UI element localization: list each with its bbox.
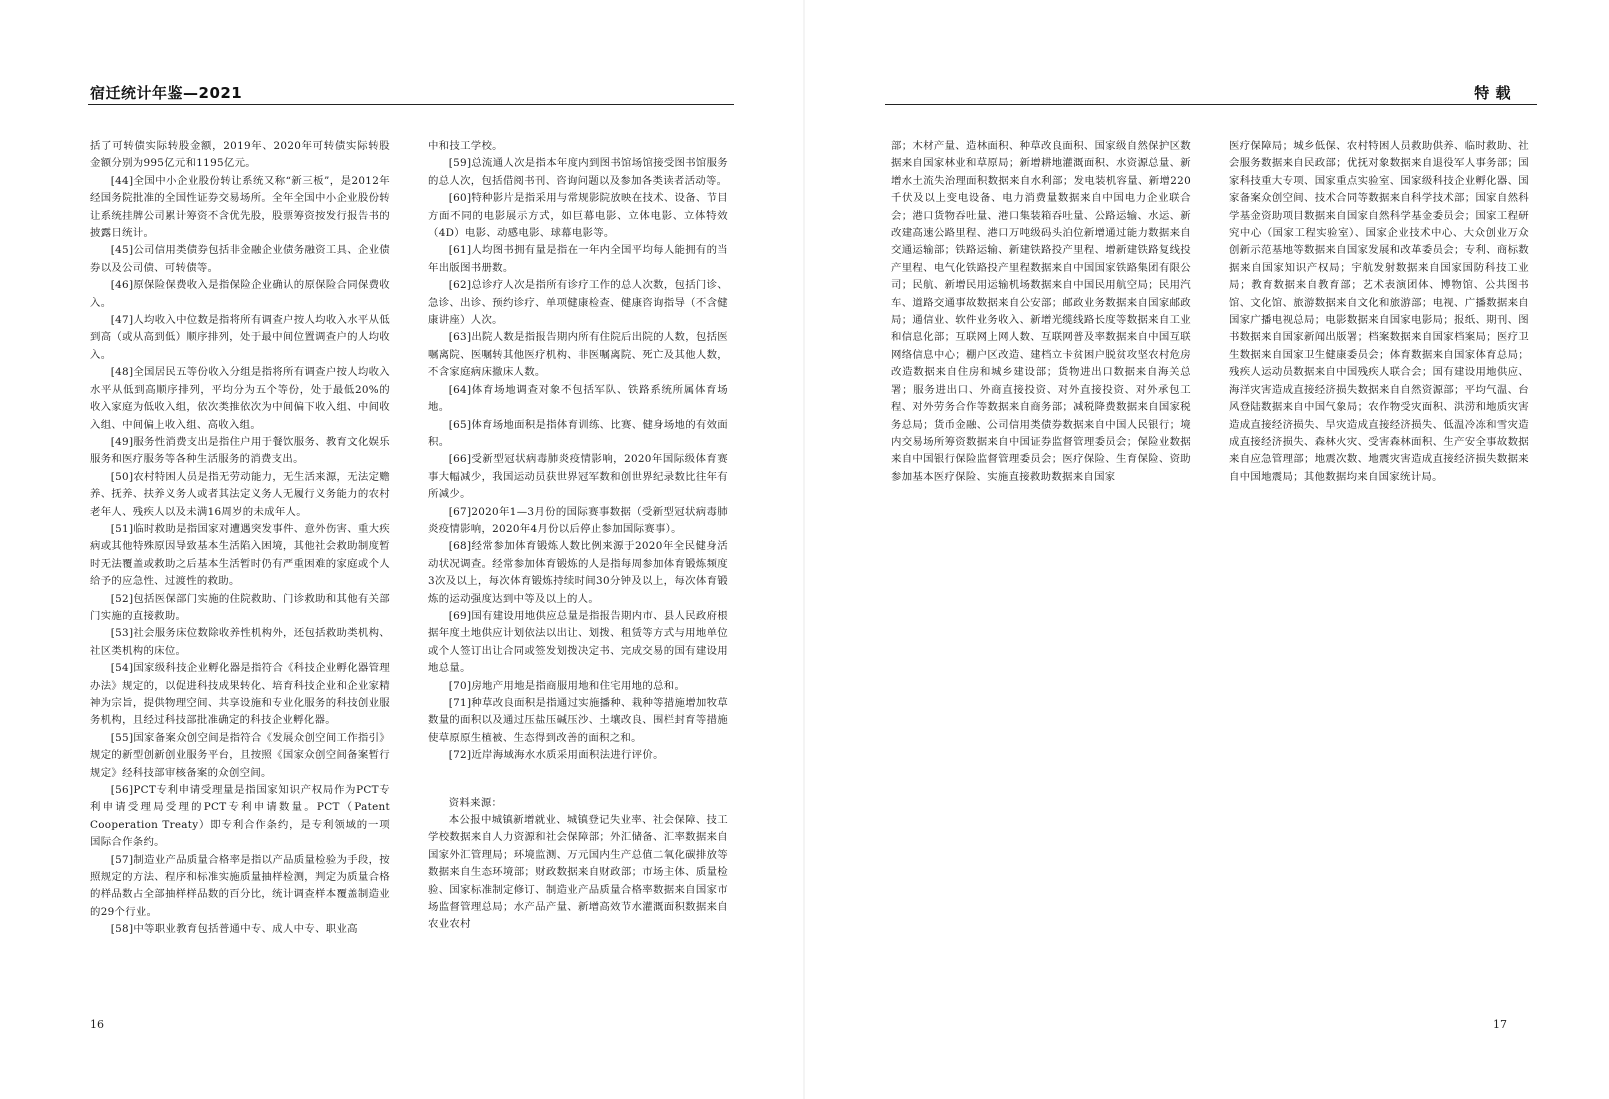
right-page xyxy=(805,0,1609,1099)
data-sources-label: 资料来源： xyxy=(448,796,503,809)
note-paragraph: [45]公司信用类债券包括非金融企业债务融资工具、企业债券以及公司债、可转债等。 xyxy=(90,244,390,274)
left-header-rule xyxy=(88,104,734,105)
note-paragraph: [69]国有建设用地供应总量是指报告期内市、县人民政府根据年度土地供应计划依法以出让、划拨、租赁等方式与用地单位或个人签订出让合同或签发划拨决定书、完成交易的国有建设用地总量。 xyxy=(428,609,728,675)
note-paragraph: [44]全国中小企业股份转让系统又称“新三板”，是2012年经国务院批准的全国性证券交易场所。全年全国中小企业股份转让系统挂牌公司累计筹资不含优先股，股票筹资按发行报告书的披露日统计。 xyxy=(90,174,390,240)
left-page-number: 16 xyxy=(90,1018,104,1031)
note-paragraph: [56]PCT专利申请受理量是指国家知识产权局作为PCT专利申请受理局受理的PCT专利申请数量。PCT（Patent Cooperation Treaty）即专利合作条约，是专利领域的一项国际合作条约。 xyxy=(90,784,390,849)
note-paragraph: [71]种草改良面积是指通过实施播种、栽种等措施增加牧草数量的面积以及通过压盐压碱压沙、土壤改良、围栏封育等措施使草原原生植被、生态得到改善的面积之和。 xyxy=(428,697,728,744)
note-paragraph: [59]总流通人次是指本年度内到图书馆场馆接受图书馆服务的总人次，包括借阅书刊、咨询问题以及参加各类读者活动等。 xyxy=(428,157,728,187)
note-paragraph: [46]原保险保费收入是指保险企业确认的原保险合同保费收入。 xyxy=(90,279,390,309)
right-header-rule xyxy=(885,104,1537,105)
note-paragraph: [67]2020年1—3月份的国际赛事数据（受新型冠状病毒肺炎疫情影响，2020年4月份以后停止参加国际赛事）。 xyxy=(428,505,728,535)
note-paragraph: [62]总诊疗人次是指所有诊疗工作的总人次数，包括门诊、急诊、出诊、预约诊疗、单项健康检查、健康咨询指导（不含健康讲座）人次。 xyxy=(428,279,728,327)
left-page xyxy=(0,0,804,1099)
left-running-header: 宿迁统计年鉴—2021 xyxy=(90,84,243,102)
note-paragraph: [63]出院人数是指报告期内所有住院后出院的人数，包括医嘱离院、医嘱转其他医疗机构、非医嘱离院、死亡及其他人数，不含家庭病床撤床人数。 xyxy=(428,331,728,379)
note-paragraph: [70]房地产用地是指商服用地和住宅用地的总和。 xyxy=(448,679,686,692)
right-page-number: 17 xyxy=(1493,1018,1507,1031)
right-running-header: 特 载 xyxy=(1474,84,1511,102)
note-paragraph: [68]经常参加体育锻炼人数比例来源于2020年全民健身活动状况调查。经常参加体育锻炼的人是指每周参加体育锻炼频度3次及以上，每次体育锻炼持续时间30分钟及以上，每次体育锻炼的运动强度达到中等及以上的人。 xyxy=(428,540,728,605)
data-sources-continued: 医疗保障局；城乡低保、农村特困人员救助供养、临时救助、社会服务数据来自民政部；优抚对象数据来自退役军人事务部；国家科技重大专项、国家重点实验室、国家级科技企业孵化器、国家备案众创空间、技术合同等数据来自科学技术部；国家自然科学基金资助项目数据来自国家自然科学基金委员会；国家工程研究中心（国家工程实验室）、国家企业技术中心、大众创业万众创新示范基地等数据来自国家发展和改革委员会；专利、商标数据来自国家知识产权局；宇航发射数据来自国家国防科技工业局；教育数据来自教育部；艺术表演团体、博物馆、公共图书馆、文化馆、旅游数据来自文化和旅游部；电视、广播数据来自国家广播电视总局；电影数据来自国家电影局；报纸、期刊、图书数据来自国家新闻出版署；档案数据来自国家档案局；医疗卫生数据来自国家卫生健康委员会；体育数据来自国家体育总局；残疾人运动员数据来自中国残疾人联合会；国有建设用地供应、海洋灾害造成直接经济损失数据来自自然资源部；平均气温、台风登陆数据来自中国气象局；农作物受灾面积、洪涝和地质灾害造成直接经济损失、旱灾造成直接经济损失、低温冷冻和雪灾造成直接经济损失、森林火灾、受害森林面积、生产安全事故数据来自应急管理部；地震次数、地震灾害造成直接经济损失数据来自中国地震局；其他数据均来自国家统计局。 xyxy=(1229,140,1529,483)
right-column-2 xyxy=(1229,138,1529,486)
note-paragraph: 中和技工学校。 xyxy=(428,140,503,152)
note-paragraph: [50]农村特困人员是指无劳动能力，无生活来源，无法定赡养、抚养、扶养义务人或者其法定义务人无履行义务能力的农村老年人、残疾人以及未满16周岁的未成年人。 xyxy=(90,470,390,518)
note-paragraph: [65]体育场地面积是指体育训练、比赛、健身场地的有效面积。 xyxy=(428,418,728,448)
note-paragraph: [47]人均收入中位数是指将所有调查户按人均收入水平从低到高（或从高到低）顺序排列，处于最中间位置调查户的人均收入。 xyxy=(90,314,390,361)
note-paragraph: [58]中等职业教育包括普通中专、成人中专、职业高 xyxy=(110,923,358,936)
right-column-1 xyxy=(891,138,1191,486)
data-sources-text: 本公报中城镇新增就业、城镇登记失业率、社会保障、技工学校数据来自人力资源和社会保障部；外汇储备、汇率数据来自国家外汇管理局；环境监测、万元国内生产总值二氧化碳排放等数据来自生态环境部；财政数据来自财政部；市场主体、质量检验、国家标准制定修订、制造业产品质量合格率数据来自国家市场监督管理总局；水产品产量、新增高效节水灌溉面积数据来自农业农村 xyxy=(428,814,728,931)
note-paragraph: [57]制造业产品质量合格率是指以产品质量检验为手段，按照规定的方法、程序和标准实施质量抽样检测，判定为质量合格的样品数占全部抽样样品数的百分比，统计调查样本覆盖制造业的29个行业。 xyxy=(90,853,390,918)
note-paragraph: [49]服务性消费支出是指住户用于餐饮服务、教育文化娱乐服务和医疗服务等各种生活服务的消费支出。 xyxy=(90,435,390,466)
note-paragraph: [54]国家级科技企业孵化器是指符合《科技企业孵化器管理办法》规定的，以促进科技成果转化、培育科技企业和企业家精神为宗旨，提供物理空间、共享设施和专业化服务的科技创业服务机构，且经过科技部批准确定的科技企业孵化器。 xyxy=(90,662,390,727)
note-paragraph: [55]国家备案众创空间是指符合《发展众创空间工作指引》规定的新型创新创业服务平台，且按照《国家众创空间备案暂行规定》经科技部审核备案的众创空间。 xyxy=(90,731,390,779)
note-paragraph: [48]全国居民五等份收入分组是指将所有调查户按人均收入水平从低到高顺序排列，平均分为五个等份，处于最低20%的收入家庭为低收入组，依次类推依次为中间偏下收入组、中间收入组、中间偏上收入组、高收入组。 xyxy=(90,366,390,431)
left-column-1 xyxy=(90,138,390,939)
note-paragraph: [64]体育场地调查对象不包括军队、铁路系统所属体育场地。 xyxy=(428,383,728,414)
note-paragraph: [52]包括医保部门实施的住院救助、门诊救助和其他有关部门实施的直接救助。 xyxy=(90,592,390,622)
data-sources-continued: 部；木材产量、造林面积、种草改良面积、国家级自然保护区数据来自国家林业和草原局；新增耕地灌溉面积、水资源总量、新增水土流失治理面积数据来自水利部；发电装机容量、新增220千伏及以上变电设备、电力消费量数据来自中国电力企业联合会；港口货物吞吐量、港口集装箱吞吐量、公路运输、水运、新改建高速公路里程、港口万吨级码头泊位新增通过能力数据来自交通运输部；铁路运输、新建铁路投产里程、增新建铁路复线投产里程、电气化铁路投产里程数据来自中国国家铁路集团有限公司；民航、新增民用运输机场数据来自中国民用航空局；民用汽车、道路交通事故数据来自公安部；邮政业务数据来自国家邮政局；通信业、软件业务收入、新增光缆线路长度等数据来自工业和信息化部；互联网上网人数、互联网普及率数据来自中国互联网络信息中心；棚户区改造、建档立卡贫困户脱贫攻坚农村危房改造数据来自住房和城乡建设部；货物进出口数据来自海关总署；服务进出口、外商直接投资、对外直接投资、对外承包工程、对外劳务合作等数据来自商务部；减税降费数据来自国家税务总局；货币金融、公司信用类债券数据来自中国人民银行；境内交易场所筹资数据来自中国证券监督管理委员会；保险业数据来自中国银行保险监督管理委员会；医疗保险、生育保险、资助参加基本医疗保险、实施直接救助数据来自国家 xyxy=(891,140,1191,483)
data-sources-section xyxy=(428,795,728,934)
note-paragraph: [53]社会服务床位数除收养性机构外，还包括救助类机构、社区类机构的床位。 xyxy=(90,627,390,657)
left-column-2 xyxy=(428,138,728,934)
note-paragraph: [60]特种影片是指采用与常规影院放映在技术、设备、节目方面不同的电影展示方式，如巨幕电影、立体电影、立体特效（4D）电影、动感电影、球幕电影等。 xyxy=(428,192,728,240)
note-paragraph: 括了可转债实际转股金额，2019年、2020年可转债实际转股金额分别为995亿元和1195亿元。 xyxy=(90,140,390,170)
note-paragraph: [66]受新型冠状病毒肺炎疫情影响，2020年国际级体育赛事大幅减少，我国运动员获世界冠军数和创世界纪录数比往年有所减少。 xyxy=(428,453,728,501)
note-paragraph: [72]近岸海域海水水质采用面积法进行评价。 xyxy=(448,749,664,762)
note-paragraph: [61]人均图书拥有量是指在一年内全国平均每人能拥有的当年出版图书册数。 xyxy=(428,244,728,274)
note-paragraph: [51]临时救助是指国家对遭遇突发事件、意外伤害、重大疾病或其他特殊原因导致基本生活陷入困境，其他社会救助制度暂时无法覆盖或救助之后基本生活暂时仍有严重困难的家庭或个人给予的应急性、过渡性的救助。 xyxy=(90,522,390,588)
